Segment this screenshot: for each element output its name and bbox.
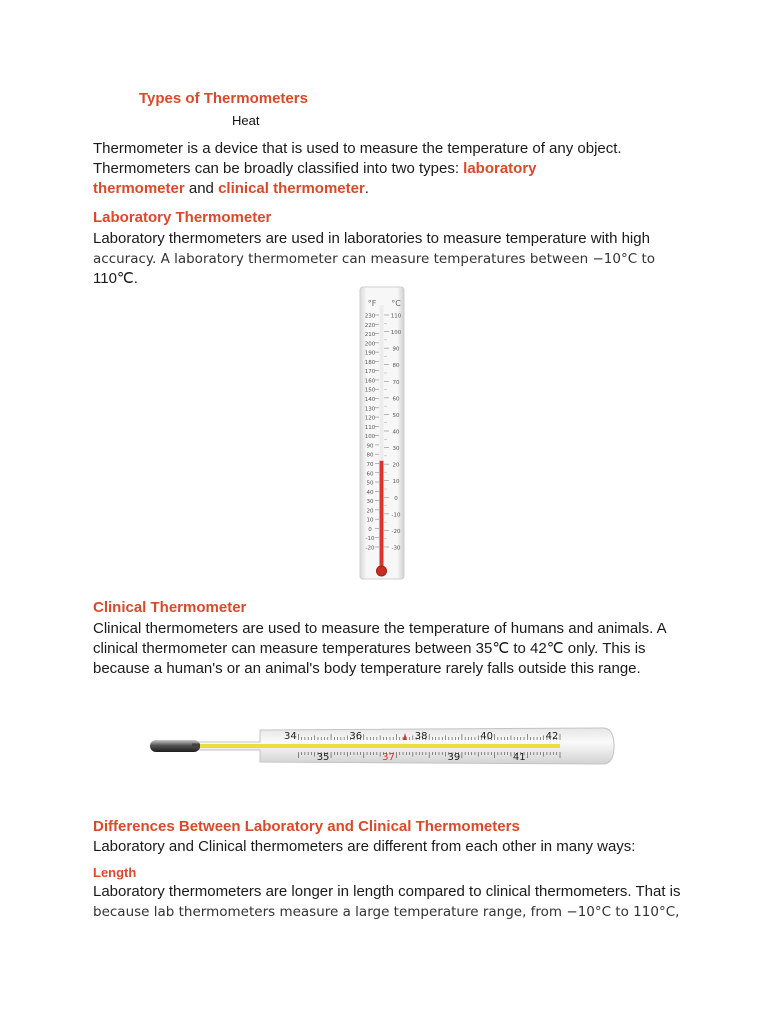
intro-line-1: Thermometer is a device that is used to measure the temperature of any object.	[93, 140, 622, 157]
lab-f-tick-label: 170	[364, 369, 376, 376]
intro-line-3	[93, 179, 693, 199]
lab-c-tick-label: 110	[390, 313, 402, 320]
intro-and: and	[184, 180, 219, 197]
lab-f-tick-label: 140	[364, 397, 376, 404]
clinical-label-bottom: 35	[316, 752, 330, 763]
length-subheading: Length	[93, 865, 137, 880]
intro-line-2-text: Thermometers can be broadly classified into two types:	[93, 160, 464, 177]
lab-f-tick-label: 10	[366, 517, 374, 524]
lab-f-tick-label: 40	[366, 489, 374, 496]
differences-heading: Differences Between Laboratory and Clinical Thermometers	[93, 818, 520, 835]
subject-label: Heat	[232, 113, 260, 128]
lab-c-tick-label: 60	[392, 396, 400, 403]
celsius-unit: °C	[391, 299, 401, 308]
lab-c-tick-label: 0	[394, 495, 398, 502]
lab-thermometer-bulb	[377, 566, 387, 576]
lab-f-tick-label: 60	[366, 471, 374, 478]
lab-line-1: Laboratory thermometers are used in laboratories to measure temperature with high	[93, 230, 650, 247]
clinical-heading: Clinical Thermometer	[93, 599, 247, 616]
intro-line-2	[93, 159, 693, 179]
lab-f-tick-label: 110	[364, 424, 376, 431]
lab-c-tick-label: -30	[391, 545, 401, 552]
lab-f-tick-label: 130	[364, 406, 376, 413]
lab-f-tick-label: 50	[366, 480, 374, 487]
lab-c-tick-label: 80	[392, 363, 400, 370]
length-line-2: because lab thermometers measure a large temperature range, from −10°C to 110°C,	[93, 904, 680, 920]
clinical-label-top: 38	[414, 731, 428, 742]
intro-paragraph	[93, 139, 693, 199]
fahrenheit-unit: °F	[367, 299, 377, 308]
lab-line-3: 110℃.	[93, 270, 138, 287]
clinical-line-2: clinical thermometer can measure temperatures between 35℃ to 42℃ only. This is	[93, 640, 646, 657]
thermometer-link[interactable]: thermometer	[93, 180, 185, 197]
lab-mercury-column	[380, 461, 384, 569]
lab-c-tick-label: 40	[392, 429, 400, 436]
lab-f-tick-label: 220	[364, 322, 376, 329]
lab-f-tick-label: 190	[364, 350, 376, 357]
lab-f-tick-label: -20	[365, 545, 375, 552]
lab-f-tick-label: 180	[364, 359, 376, 366]
clinical-label-top: 42	[545, 731, 559, 742]
lab-c-tick-label: 100	[390, 330, 402, 337]
lab-paragraph	[93, 229, 693, 289]
lab-f-tick-label: 150	[364, 387, 376, 394]
lab-c-tick-label: -10	[391, 512, 401, 519]
lab-f-tick-label: 70	[366, 461, 374, 468]
clinical-mercury-column	[200, 744, 560, 748]
lab-f-tick-label: 200	[364, 341, 376, 348]
lab-heading: Laboratory Thermometer	[93, 209, 272, 226]
clinical-line-3: because a human's or an animal's body temperature rarely falls outside this range.	[93, 660, 641, 677]
clinical-constriction	[192, 744, 200, 749]
lab-f-tick-label: 100	[364, 434, 376, 441]
lab-f-tick-label: 0	[368, 526, 372, 533]
laboratory-thermometer-image	[358, 285, 408, 582]
lab-f-tick-label: 160	[364, 378, 376, 385]
clinical-label-bottom: 39	[447, 752, 461, 763]
lab-c-tick-label: 50	[392, 412, 400, 419]
lab-c-tick-label: 20	[392, 462, 400, 469]
lab-c-tick-label: 30	[392, 446, 400, 453]
length-line-1: Laboratory thermometers are longer in length compared to clinical thermometers. That is	[93, 883, 681, 900]
clinical-label-top: 36	[349, 731, 363, 742]
clinical-label-top: 40	[480, 731, 493, 742]
length-paragraph	[93, 882, 693, 922]
intro-period: .	[364, 180, 369, 197]
clinical-label-bottom: 41	[512, 752, 526, 763]
laboratory-link[interactable]: laboratory	[463, 160, 537, 177]
lab-c-tick-label: 10	[392, 479, 400, 486]
lab-f-tick-label: 20	[366, 508, 374, 515]
lab-f-tick-label: -10	[365, 536, 375, 543]
lab-c-tick-label: 70	[392, 379, 400, 386]
differences-intro: Laboratory and Clinical thermometers are different from each other in many ways:	[93, 838, 636, 855]
lab-f-tick-label: 230	[364, 313, 376, 320]
lab-f-tick-label: 80	[366, 452, 374, 459]
clinical-line-1: Clinical thermometers are used to measure the temperature of humans and animals. A	[93, 620, 667, 637]
clinical-label-top: 34	[283, 731, 297, 742]
clinical-paragraph	[93, 619, 693, 679]
lab-f-tick-label: 120	[364, 415, 376, 422]
clinical-thermometer-link[interactable]: clinical thermometer	[218, 180, 365, 197]
lab-f-tick-label: 30	[366, 499, 374, 506]
clinical-label-bottom: 37	[382, 752, 395, 763]
lab-line-2: accuracy. A laboratory thermometer can measure temperatures between −10°C to	[93, 251, 655, 267]
lab-c-tick-label: 90	[392, 346, 400, 353]
lab-f-tick-label: 90	[366, 443, 374, 450]
lab-f-tick-label: 210	[364, 332, 376, 339]
page-title: Types of Thermometers	[139, 90, 308, 107]
clinical-thermometer-image	[148, 720, 618, 772]
lab-c-tick-label: -20	[391, 528, 401, 535]
